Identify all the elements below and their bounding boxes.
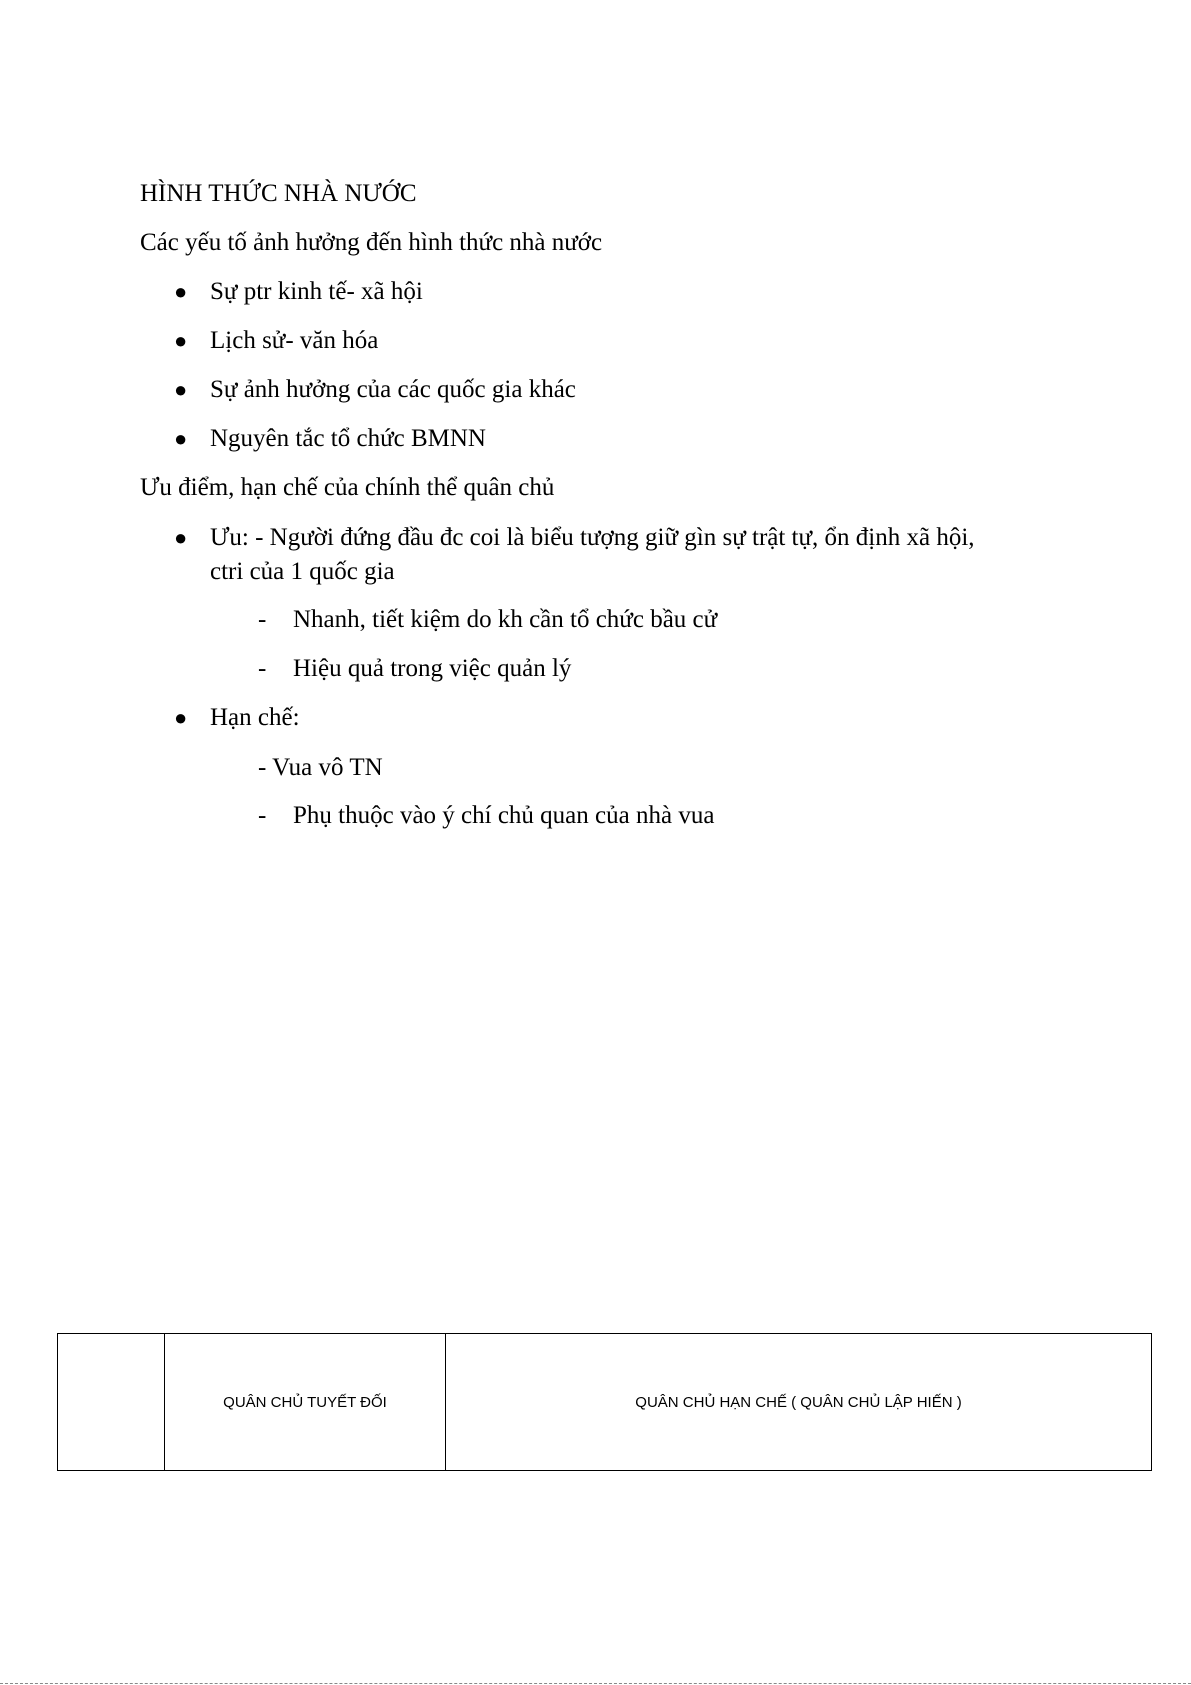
table-row [58, 1334, 1152, 1471]
page-bottom-rule [0, 1683, 1191, 1684]
pros-line-continuation: ctri của 1 quốc gia [210, 558, 395, 585]
bullet-icon: ● [174, 525, 188, 550]
table-cell-empty [58, 1334, 165, 1471]
list-item: Sự ảnh hưởng của các quốc gia khác [210, 376, 576, 403]
bullet-icon: ● [174, 377, 188, 402]
list-item: Lịch sử- văn hóa [210, 327, 379, 354]
dash-marker: - [258, 606, 267, 633]
cons-sub-item: Phụ thuộc vào ý chí chủ quan của nhà vua [293, 802, 715, 829]
document-title: HÌNH THỨC NHÀ NƯỚC [140, 180, 417, 207]
dash-marker: - [258, 655, 267, 682]
dash-marker: - [258, 802, 267, 829]
pros-sub-item: Hiệu quả trong việc quản lý [293, 655, 572, 682]
section-heading-monarchy: Ưu điểm, hạn chế của chính thể quân chủ [140, 474, 555, 501]
table-cell-limited-monarchy: QUÂN CHỦ HẠN CHẾ ( QUÂN CHỦ LẬP HIẾN ) [446, 1334, 1152, 1471]
bullet-icon: ● [174, 705, 188, 730]
pros-sub-item: Nhanh, tiết kiệm do kh cần tổ chức bầu cử [293, 606, 718, 633]
section-heading-factors: Các yếu tố ảnh hưởng đến hình thức nhà nước [140, 229, 603, 256]
bullet-icon: ● [174, 328, 188, 353]
bullet-icon: ● [174, 279, 188, 304]
monarchy-table [57, 1333, 1152, 1471]
table-cell-absolute-monarchy: QUÂN CHỦ TUYẾT ĐỐI [165, 1334, 446, 1471]
pros-line: Ưu: - Người đứng đầu đc coi là biểu tượng giữ gìn sự trật tự, ổn định xã hội, [210, 524, 975, 551]
cons-sub-item: - Vua vô TN [258, 754, 383, 781]
list-item: Nguyên tắc tổ chức BMNN [210, 425, 486, 452]
list-item: Sự ptr kinh tế- xã hội [210, 278, 423, 305]
bullet-icon: ● [174, 426, 188, 451]
cons-label: Hạn chế: [210, 704, 300, 731]
